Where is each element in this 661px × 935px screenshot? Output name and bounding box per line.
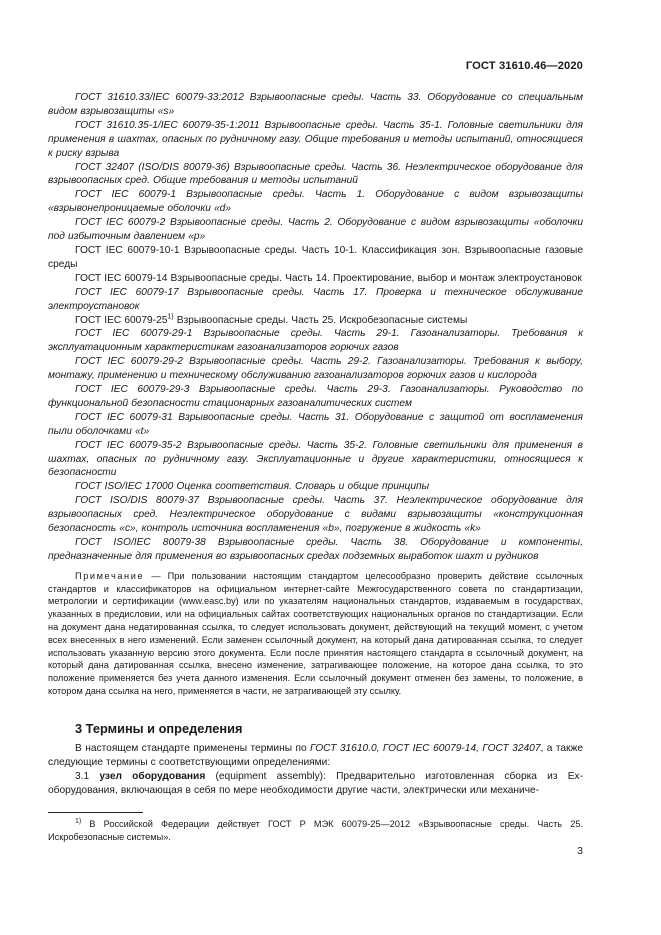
reference-text: ГОСТ IEC 60079-29-3 Взрывоопасные среды. Часть 29-3. Газоанализаторы. Руководство по функциональной безопасности стационарных газоаналитических систем: [48, 384, 583, 409]
term-text: (equipment assembly): Предварительно изготовленная сборка из Ex-оборудования, включающая в себя по мере необходимости другие части, электрически или механиче-: [48, 770, 584, 796]
reference-item: [48, 439, 583, 481]
term-definition: [48, 770, 583, 798]
section-intro: [48, 742, 583, 770]
intro-text: В настоящем стандарте применены термины по: [75, 742, 311, 754]
reference-item: [48, 188, 583, 216]
reference-item: [48, 314, 583, 328]
reference-text: ГОСТ IEC 60079-31 Взрывоопасные среды. Часть 31. Оборудование с защитой от воспламенения пыли оболочками «t»: [48, 411, 583, 437]
reference-item: [48, 286, 583, 314]
reference-item: [48, 119, 583, 161]
reference-item: [48, 494, 583, 536]
intro-references: ГОСТ 31610.0, ГОСТ IEC 60079-14, ГОСТ 32407: [310, 742, 541, 754]
reference-item: [48, 536, 583, 564]
reference-text-continued: Взрывоопасные среды. Часть 25. Искробезопасные системы: [173, 314, 468, 326]
reference-item: [48, 91, 583, 119]
term-name: узел оборудования: [99, 770, 206, 782]
page-number: 3: [577, 845, 583, 857]
intro-text-end: , а также следующие термины с соответствующими определениями:: [48, 742, 583, 768]
reference-text: ГОСТ ISO/IEC 80079-38 Взрывоопасные среды. Часть 38. Оборудование и компоненты, предназначенные для применения во взрывоопасных средах подземных выработок шахт и рудников: [48, 537, 583, 562]
footnote-text: В Российской Федерации действует ГОСТ Р МЭК 60079-25—2012 «Взрывоопасные среды. Часть 25. Искробезопасные системы».: [48, 819, 583, 842]
normative-references-list: [48, 91, 583, 564]
reference-text: ГОСТ ISO/IEC 17000 Оценка соответствия. Словарь и общие принципы: [75, 481, 430, 493]
reference-text: ГОСТ IEC 60079-1 Взрывоопасные среды. Часть 1. Оборудование с видом взрывозащиты «взрывонепроницаемые оболочки «d»: [48, 189, 583, 215]
reference-item: [48, 383, 583, 411]
reference-text: ГОСТ IEC 60079-29-1 Взрывоопасные среды. Часть 29-1. Газоанализаторы. Требования к эксплуатационным характеристикам газоанализаторов горючих газов: [48, 328, 583, 354]
note-text: — При пользовании настоящим стандартом целесообразно проверить действие ссылочных стандартов и классификаторов на официальном интернет-сайте Межгосударственного совета по стандартизации, метрологии и сертификации (www.easc.by) или по указателям национальных стандартов, издаваемым в государствах, указанных в предисловии, или на официальных сайтах соответствующих национальных органов по стандартизации. Если на документ дана недатированная ссылка, то следует использовать документ, действующий на текущий момент, с учетом всех внесенных в него изменений. Если заменен ссылочный документ, на который дана датированная ссылка, то следует использовать указанную версию этого документа. Если после принятия настоящего стандарта в ссылочный документ, на который дана датированная ссылка, внесено изменение, затрагивающее положение, на которое дана ссылка, то это положение применяется без учета данного изменения. Если ссылочный документ отменен без замены, то положение, в котором дана ссылка на него, применяется в части, не затрагивающей эту ссылку.: [48, 570, 583, 696]
footnote-marker: 1): [75, 817, 82, 825]
reference-item: [48, 411, 583, 439]
reference-text: ГОСТ IEC 60079-35-2 Взрывоопасные среды. Часть 35-2. Головные светильники для применения в шахтах, опасных по рудничному газу. Эксплуатационные и другие характеристики, относящиеся к безопасности: [48, 439, 583, 479]
reference-text: ГОСТ IEC 60079-2 Взрывоопасные среды. Часть 2. Оборудование с видом взрывозащиты «оболочки под избыточным давлением «p»: [48, 217, 583, 243]
note-paragraph: [48, 570, 583, 698]
note-label: Примечание: [75, 570, 145, 581]
reference-text: ГОСТ ISO/DIS 80079-37 Взрывоопасные среды. Часть 37. Неэлектрическое оборудование для взрывоопасных сред. Неэлектрическое оборудование с видами взрывозащиты «конструкционная безопасность «c», контроль источника воспламенения «b», погружение в жидкость «k»: [48, 495, 583, 535]
reference-text: ГОСТ 32407 (ISO/DIS 80079-36) Взрывоопасные среды. Часть 36. Неэлектрическое оборудование для взрывоопасных сред. Общие требования и методы испытаний: [48, 161, 583, 187]
page-body: [48, 91, 583, 797]
section-heading: 3 Термины и определения: [75, 720, 243, 736]
footnote: [48, 818, 583, 843]
reference-item: [48, 480, 583, 494]
reference-item: [48, 272, 583, 286]
reference-item: [48, 355, 583, 383]
reference-item: [48, 216, 583, 244]
footnote-ref-marker: 1): [167, 313, 174, 321]
reference-text: ГОСТ IEC 60079-10-1 Взрывоопасные среды. Часть 10-1. Классификация зон. Взрывоопасные газовые среды: [48, 244, 583, 270]
reference-text: ГОСТ 31610.33/IEC 60079-33:2012 Взрывоопасные среды. Часть 33. Оборудование со специальным видом взрывозащиты «s»: [48, 92, 583, 117]
reference-item: [48, 161, 583, 189]
reference-item: [48, 244, 583, 272]
footnote-separator: [48, 812, 143, 813]
reference-text: ГОСТ IEC 60079-25: [75, 314, 168, 326]
reference-text: ГОСТ IEC 60079-29-2 Взрывоопасные среды. Часть 29-2. Газоанализаторы. Требования к выбору, монтажу, применению и техническому обслуживанию газоанализаторов горючих газов и кислорода: [48, 356, 583, 382]
reference-text: ГОСТ 31610.35-1/IEC 60079-35-1:2011 Взрывоопасные среды. Часть 35-1. Головные светильники для применения в шахтах, опасных по рудничному газу. Общие требования и методы испытаний, относящиеся к риску взрыва: [48, 119, 583, 159]
term-number: 3.1: [75, 770, 100, 782]
reference-text: ГОСТ IEC 60079-14 Взрывоопасные среды. Часть 14. Проектирование, выбор и монтаж электроустановок: [75, 272, 582, 284]
reference-item: [48, 327, 583, 355]
reference-text: ГОСТ IEC 60079-17 Взрывоопасные среды. Часть 17. Проверка и техническое обслуживание электроустановок: [48, 286, 583, 312]
document-code-header: ГОСТ 31610.46—2020: [465, 60, 583, 72]
